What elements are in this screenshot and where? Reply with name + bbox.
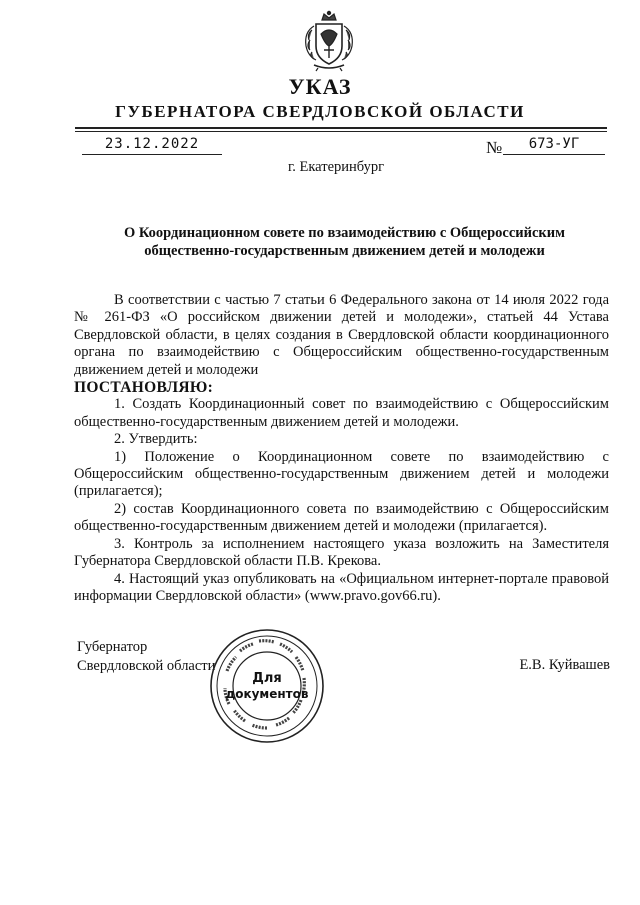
stamp-center-line1: Для xyxy=(252,671,282,686)
stamp-center-line2: документов xyxy=(225,687,309,701)
city: г. Екатеринбург xyxy=(287,159,385,175)
document-subtitle: ГУБЕРНАТОРА СВЕРДЛОВСКОЙ ОБЛАСТИ xyxy=(115,102,525,121)
decree-date: 23.12.2022 xyxy=(82,136,222,155)
decree-heading: О Координационном совете по взаимодействию с Общероссийским общественно-государственным движением детей и молодежи xyxy=(123,225,566,259)
decree-body xyxy=(74,292,609,605)
decree-number: 673-УГ xyxy=(503,136,605,155)
list-item: 2. Утвердить: xyxy=(114,431,198,448)
signatory-role-line2: Свердловской области xyxy=(77,658,216,674)
list-item: 1) Положение о Координационном совете по взаимодействию с Общероссийским общественно-государственным движением детей и молодежи (прилагается); xyxy=(74,448,609,500)
signatory-name: Е.В. Куйвашев xyxy=(519,657,610,673)
header-divider-thin xyxy=(75,131,607,132)
document-title: УКАЗ xyxy=(288,74,352,99)
list-item: 4. Настоящий указ опубликовать на «Официальном интернет-портале правовой информации Свердловской области» (www.pravo.gov66.ru). xyxy=(74,570,609,604)
preamble-paragraph: В соответствии с частью 7 статьи 6 Федерального закона от 14 июля 2022 года № 261-ФЗ «О российском движении детей и молодежи», статьей 44 Устава Свердловской области, в целях создания в Свердловской области координационного органа по взаимодействию с Общероссийским общественно-государственным движением детей и молодежи xyxy=(74,292,609,378)
list-item: 2) состав Координационного совета по взаимодействию с Общероссийским общественно-государственным движением детей и молодежи (прилагается). xyxy=(74,500,609,535)
list-item: 1. Создать Координационный совет по взаимодействию с Общероссийским общественно-государственным движением детей и молодежи. xyxy=(74,396,609,430)
list-item: 3. Контроль за исполнением настоящего указа возложить на Заместителя Губернатора Свердловской области П.В. Крекова. xyxy=(74,535,609,570)
decree-statement: ПОСТАНОВЛЯЮ: xyxy=(74,379,214,397)
signatory-role xyxy=(77,638,215,676)
signatory-role-line1: Губернатор xyxy=(77,639,148,655)
number-label: № xyxy=(486,138,503,157)
header-divider-thick xyxy=(75,127,607,129)
official-stamp xyxy=(207,626,327,746)
coat-of-arms-icon xyxy=(300,10,358,72)
